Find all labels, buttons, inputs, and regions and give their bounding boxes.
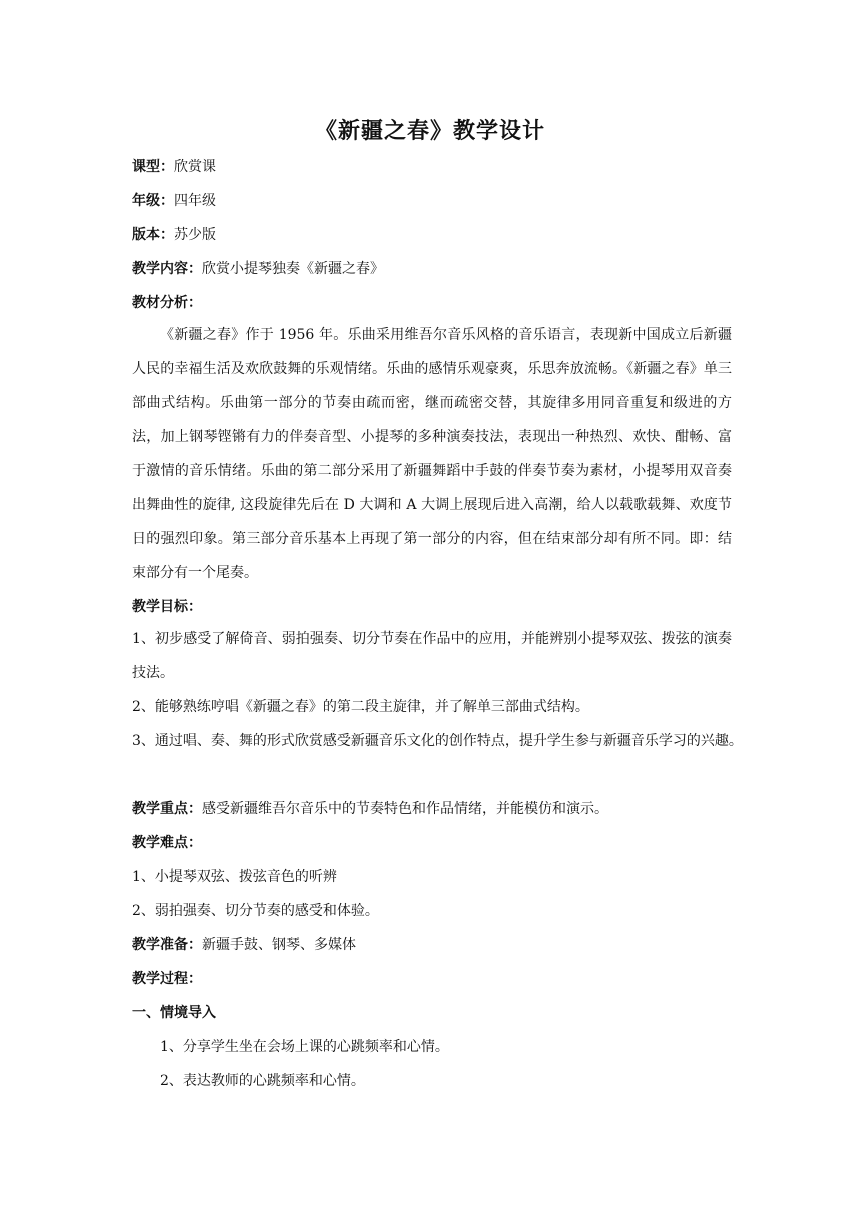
process-heading <box>132 969 732 989</box>
process-item-2: 2、表达教师的心跳频率和心情。 <box>160 1073 365 1089</box>
process-label: 教学过程： <box>132 971 202 987</box>
difficulties-heading <box>132 833 732 853</box>
key-points-line <box>132 799 732 819</box>
document-title: 《新疆之春》教学设计 <box>314 119 545 144</box>
content-value: 欣赏小提琴独奏《新疆之春》 <box>202 261 384 277</box>
analysis-paragraph: 《新疆之春》作于 1956 年。乐曲采用维吾尔音乐风格的音乐语言，表现新中国成立后新疆人民的幸福生活及欢欣鼓舞的乐观情绪。乐曲的感情乐观豪爽，乐思奔放流畅。《新疆之春》单三部曲式结构。乐曲第一部分的节奏由疏而密，继而疏密交替，其旋律多用同音重复和级进的方法，加上钢琴铿锵有力的伴奏音型、小提琴的多种演奏技法，表现出一种热烈、欢快、酣畅、富于激情的音乐情绪。乐曲的第二部分采用了新疆舞蹈中手鼓的伴奏节奏为素材，小提琴用双音奏出舞曲性的旋律, 这段旋律先后在 D 大调和 A 大调上展现后进入高潮，给人以载歌载舞、欢度节日的强烈印象。第三部分音乐基本上再现了第一部分的内容，但在结束部分却有所不同。即：结束部分有一个尾奏。 <box>132 327 732 581</box>
analysis-label: 教材分析： <box>132 295 202 311</box>
difficulties-label: 教学难点： <box>132 835 202 851</box>
edition-line <box>132 225 732 245</box>
difficulty-item-2: 2、弱拍强奏、切分节奏的感受和体验。 <box>132 903 379 919</box>
goal-item-1: 1、初步感受了解倚音、弱拍强奏、切分节奏在作品中的应用，并能辨别小提琴双弦、拨弦的演奏技法。 <box>132 631 732 681</box>
course-type-label: 课型： <box>132 159 174 175</box>
goals-heading <box>132 597 732 617</box>
key-points-label: 教学重点： <box>132 801 202 817</box>
edition-label: 版本： <box>132 227 174 243</box>
grade-line <box>132 191 732 211</box>
process-item-1: 1、分享学生坐在会场上课的心跳频率和心情。 <box>160 1039 449 1055</box>
course-type-line <box>132 157 732 177</box>
analysis-heading <box>132 293 732 313</box>
preparation-value: 新疆手鼓、钢琴、多媒体 <box>202 937 356 953</box>
grade-value: 四年级 <box>174 193 216 209</box>
goal-item-3: 3、通过唱、奏、舞的形式欣赏感受新疆音乐文化的创作特点，提升学生参与新疆音乐学习的兴趣。 <box>132 733 743 749</box>
goals-label: 教学目标： <box>132 599 202 615</box>
content-line <box>132 259 732 279</box>
goal-item-2: 2、能够熟练哼唱《新疆之春》的第二段主旋律，并了解单三部曲式结构。 <box>132 699 589 715</box>
edition-value: 苏少版 <box>174 227 216 243</box>
key-points-value: 感受新疆维吾尔音乐中的节奏特色和作品情绪，并能模仿和演示。 <box>202 801 608 817</box>
section-1-heading <box>132 1003 732 1023</box>
preparation-line <box>132 935 732 955</box>
preparation-label: 教学准备： <box>132 937 202 953</box>
grade-label: 年级： <box>132 193 174 209</box>
difficulty-item-1: 1、小提琴双弦、拨弦音色的听辨 <box>132 869 337 885</box>
course-type-value: 欣赏课 <box>174 159 216 175</box>
content-label: 教学内容： <box>132 261 202 277</box>
section-1-label: 一、情境导入 <box>132 1005 216 1021</box>
